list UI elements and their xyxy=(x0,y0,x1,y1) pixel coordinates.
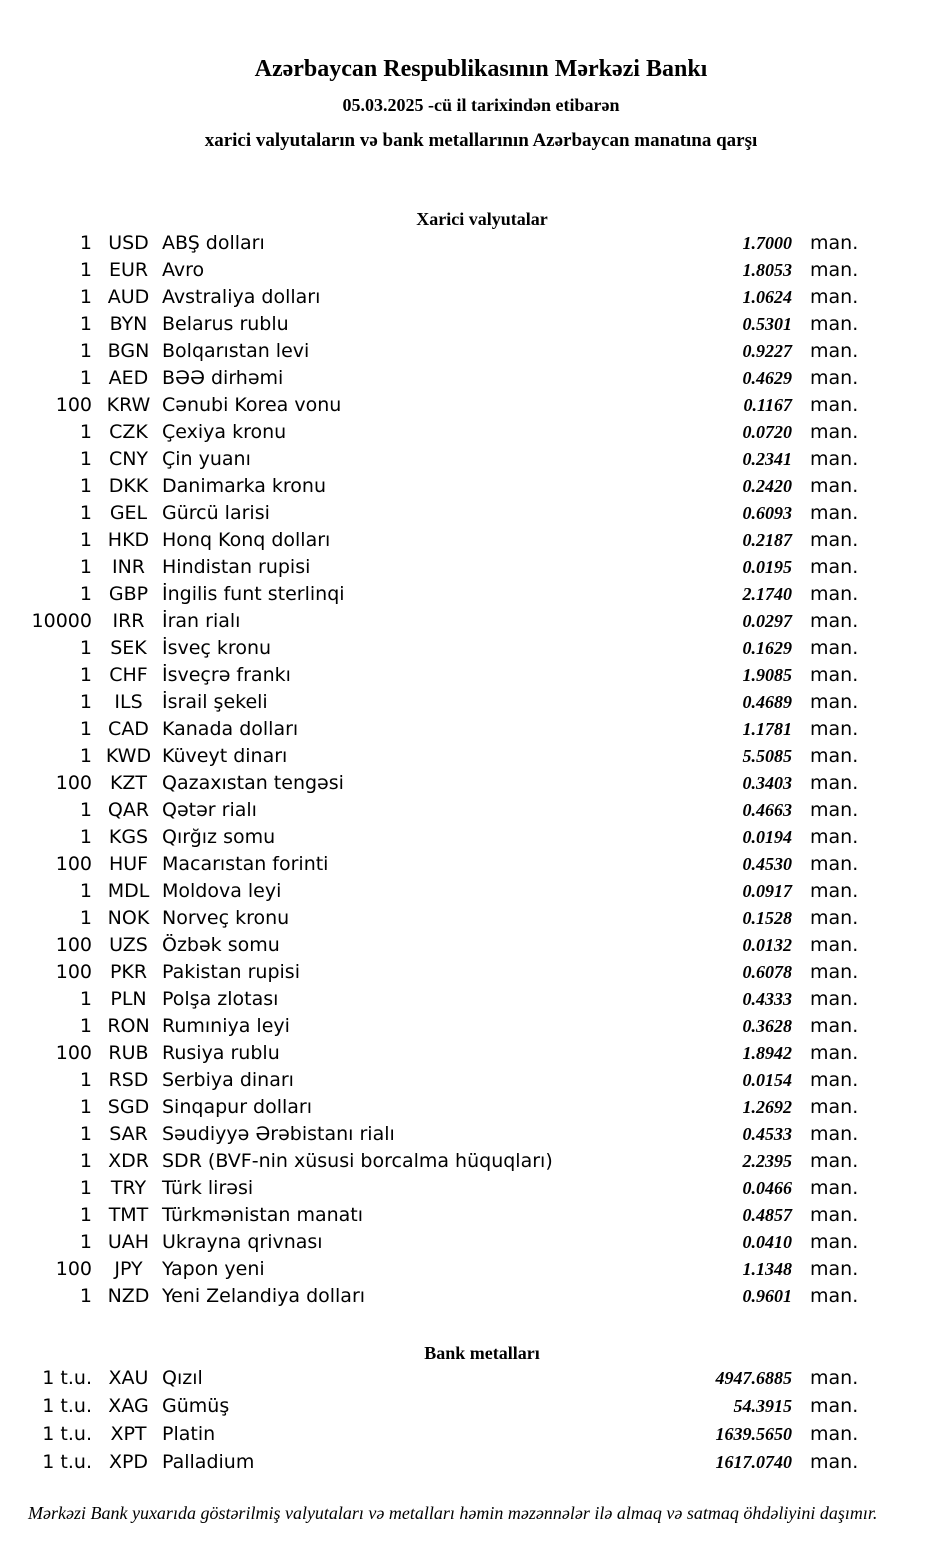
row-name: Kanada dolları xyxy=(162,718,299,740)
row-quantity: 1 xyxy=(79,286,92,308)
row-unit: man. xyxy=(810,826,859,848)
table-row xyxy=(0,1175,942,1202)
row-name: Türkmənistan manatı xyxy=(162,1204,364,1226)
row-rate: 0.4333 xyxy=(742,989,792,1009)
row-code: XAU xyxy=(108,1367,149,1389)
row-name: SDR (BVF-nin xüsusi borcalma hüquqları) xyxy=(162,1150,553,1172)
table-row xyxy=(0,1067,942,1094)
row-code: PLN xyxy=(110,988,147,1010)
row-rate: 0.4530 xyxy=(742,854,792,874)
row-name: Çin yuanı xyxy=(162,448,251,470)
row-quantity: 100 xyxy=(55,772,92,794)
row-unit: man. xyxy=(810,394,859,416)
table-row xyxy=(0,500,942,527)
row-unit: man. xyxy=(810,988,859,1010)
row-rate: 0.9227 xyxy=(742,341,792,361)
row-name: Ukrayna qrivnası xyxy=(162,1231,323,1253)
table-row xyxy=(0,689,942,716)
row-quantity: 100 xyxy=(55,961,92,983)
table-row xyxy=(0,311,942,338)
row-unit: man. xyxy=(810,1395,859,1417)
row-rate: 0.0466 xyxy=(742,1178,792,1198)
row-rate: 0.1528 xyxy=(742,908,792,928)
row-name: BƏƏ dirhəmi xyxy=(162,367,284,389)
row-rate: 0.0154 xyxy=(742,1070,792,1090)
row-quantity: 1 xyxy=(79,583,92,605)
row-rate: 0.3628 xyxy=(742,1016,792,1036)
row-rate: 1639.5650 xyxy=(715,1424,792,1444)
row-quantity: 1 xyxy=(79,1285,92,1307)
row-quantity: 1 xyxy=(79,691,92,713)
row-rate: 2.1740 xyxy=(742,584,792,604)
row-unit: man. xyxy=(810,1258,859,1280)
row-rate: 0.4689 xyxy=(742,692,792,712)
row-rate: 0.0195 xyxy=(742,557,792,577)
row-rate: 1.8053 xyxy=(742,260,792,280)
row-unit: man. xyxy=(810,259,859,281)
row-code: RUB xyxy=(108,1042,149,1064)
row-rate: 1.8942 xyxy=(742,1043,792,1063)
table-row xyxy=(0,662,942,689)
row-code: CHF xyxy=(109,664,148,686)
row-unit: man. xyxy=(810,529,859,551)
table-row xyxy=(0,1364,942,1392)
row-unit: man. xyxy=(810,1096,859,1118)
table-row xyxy=(0,851,942,878)
row-quantity: 1 xyxy=(79,502,92,524)
row-name: İsrail şekeli xyxy=(162,691,268,713)
table-row xyxy=(0,365,942,392)
row-code: PKR xyxy=(109,961,148,983)
table-row xyxy=(0,1229,942,1256)
row-quantity: 1 xyxy=(79,313,92,335)
table-row xyxy=(0,986,942,1013)
row-unit: man. xyxy=(810,367,859,389)
row-unit: man. xyxy=(810,637,859,659)
bank-name-title: Azərbaycan Respublikasının Mərkəzi Bankı xyxy=(254,56,708,82)
table-row xyxy=(0,284,942,311)
row-quantity: 1 xyxy=(79,232,92,254)
row-quantity: 1 t.u. xyxy=(42,1451,92,1473)
row-rate: 1.0624 xyxy=(742,287,792,307)
row-name: Küveyt dinarı xyxy=(162,745,288,767)
row-name: Yeni Zelandiya dolları xyxy=(162,1285,366,1307)
row-code: UAH xyxy=(107,1231,150,1253)
row-unit: man. xyxy=(810,1451,859,1473)
row-rate: 1.7000 xyxy=(742,233,792,253)
row-quantity: 1 xyxy=(79,421,92,443)
row-quantity: 1 xyxy=(79,1015,92,1037)
row-rate: 4947.6885 xyxy=(715,1368,792,1388)
row-unit: man. xyxy=(810,286,859,308)
row-code: KRW xyxy=(106,394,151,416)
row-unit: man. xyxy=(810,1204,859,1226)
effective-date-line: 05.03.2025 -cü il tarixindən etibarən xyxy=(342,95,620,115)
row-code: DKK xyxy=(108,475,149,497)
row-quantity: 1 xyxy=(79,637,92,659)
row-quantity: 1 t.u. xyxy=(42,1395,92,1417)
row-code: XPD xyxy=(108,1451,149,1473)
table-row xyxy=(0,878,942,905)
row-unit: man. xyxy=(810,448,859,470)
row-rate: 0.2341 xyxy=(742,449,792,469)
row-name: İsveçrə frankı xyxy=(162,664,291,686)
row-name: Palladium xyxy=(162,1451,255,1473)
row-unit: man. xyxy=(810,502,859,524)
row-code: QAR xyxy=(107,799,150,821)
row-unit: man. xyxy=(810,1123,859,1145)
row-unit: man. xyxy=(810,1069,859,1091)
row-rate: 0.4533 xyxy=(742,1124,792,1144)
row-unit: man. xyxy=(810,880,859,902)
row-name: Danimarka kronu xyxy=(162,475,327,497)
row-code: USD xyxy=(108,232,149,254)
row-quantity: 1 xyxy=(79,1096,92,1118)
row-unit: man. xyxy=(810,583,859,605)
row-name: Cənubi Korea vonu xyxy=(162,394,342,416)
row-code: UZS xyxy=(109,934,148,956)
row-name: Sinqapur dolları xyxy=(162,1096,313,1118)
table-row xyxy=(0,581,942,608)
table-row xyxy=(0,743,942,770)
row-quantity: 1 xyxy=(79,448,92,470)
row-quantity: 100 xyxy=(55,853,92,875)
row-quantity: 1 xyxy=(79,367,92,389)
row-quantity: 1 xyxy=(79,880,92,902)
row-unit: man. xyxy=(810,556,859,578)
row-rate: 5.5085 xyxy=(742,746,792,766)
row-quantity: 1 xyxy=(79,745,92,767)
row-unit: man. xyxy=(810,1367,859,1389)
row-rate: 0.0410 xyxy=(742,1232,792,1252)
row-quantity: 1 xyxy=(79,475,92,497)
row-code: RSD xyxy=(108,1069,149,1091)
row-name: Avro xyxy=(162,259,205,281)
row-quantity: 1 xyxy=(79,907,92,929)
table-row xyxy=(0,419,942,446)
row-unit: man. xyxy=(810,313,859,335)
row-quantity: 1 xyxy=(79,826,92,848)
row-rate: 0.4663 xyxy=(742,800,792,820)
row-unit: man. xyxy=(810,340,859,362)
row-quantity: 1 t.u. xyxy=(42,1423,92,1445)
row-name: Qırğız somu xyxy=(162,826,276,848)
row-unit: man. xyxy=(810,1231,859,1253)
table-row xyxy=(0,257,942,284)
row-name: Serbiya dinarı xyxy=(162,1069,294,1091)
foreign-currencies-heading: Xarici valyutalar xyxy=(416,209,548,229)
row-code: HUF xyxy=(108,853,149,875)
row-quantity: 100 xyxy=(55,934,92,956)
row-quantity: 1 xyxy=(79,718,92,740)
row-rate: 0.1629 xyxy=(742,638,792,658)
table-row xyxy=(0,338,942,365)
table-row xyxy=(0,608,942,635)
row-unit: man. xyxy=(810,772,859,794)
row-name: Rusiya rublu xyxy=(162,1042,280,1064)
row-unit: man. xyxy=(810,1015,859,1037)
row-unit: man. xyxy=(810,475,859,497)
row-quantity: 100 xyxy=(55,1258,92,1280)
row-quantity: 1 xyxy=(79,1069,92,1091)
row-name: Qızıl xyxy=(162,1367,203,1389)
row-quantity: 1 xyxy=(79,1177,92,1199)
row-rate: 0.4629 xyxy=(742,368,792,388)
row-code: NZD xyxy=(107,1285,150,1307)
row-rate: 54.3915 xyxy=(733,1396,792,1416)
row-code: ILS xyxy=(114,691,143,713)
table-row xyxy=(0,1040,942,1067)
row-code: CAD xyxy=(108,718,149,740)
row-name: Qazaxıstan tengəsi xyxy=(162,772,344,794)
row-rate: 0.4857 xyxy=(742,1205,792,1225)
row-rate: 0.2187 xyxy=(742,530,792,550)
row-code: BYN xyxy=(109,313,148,335)
row-rate: 0.0917 xyxy=(742,881,792,901)
table-row xyxy=(0,959,942,986)
row-rate: 0.9601 xyxy=(742,1286,792,1306)
table-row xyxy=(0,1283,942,1310)
row-rate: 0.0720 xyxy=(742,422,792,442)
row-name: Gürcü larisi xyxy=(162,502,270,524)
row-code: EUR xyxy=(108,259,149,281)
row-name: Platin xyxy=(162,1423,216,1445)
table-row xyxy=(0,635,942,662)
row-quantity: 1 xyxy=(79,1204,92,1226)
row-rate: 0.0297 xyxy=(742,611,792,631)
row-quantity: 100 xyxy=(55,394,92,416)
row-code: XAG xyxy=(108,1395,149,1417)
document-subtitle: xarici valyutaların və bank metallarının Azərbaycan manatına qarşı xyxy=(204,130,758,151)
table-row xyxy=(0,797,942,824)
row-code: MDL xyxy=(107,880,150,902)
row-name: Norveç kronu xyxy=(162,907,290,929)
row-unit: man. xyxy=(810,934,859,956)
row-code: TRY xyxy=(110,1177,147,1199)
row-quantity: 1 xyxy=(79,556,92,578)
row-rate: 0.5301 xyxy=(742,314,792,334)
row-rate: 1617.0740 xyxy=(715,1452,792,1472)
row-code: RON xyxy=(107,1015,150,1037)
table-row xyxy=(0,1013,942,1040)
row-name: Özbək somu xyxy=(162,934,280,956)
row-rate: 0.0194 xyxy=(742,827,792,847)
table-row xyxy=(0,932,942,959)
row-rate: 0.6078 xyxy=(742,962,792,982)
row-name: Belarus rublu xyxy=(162,313,289,335)
bank-metals-heading: Bank metalları xyxy=(424,1343,540,1363)
row-unit: man. xyxy=(810,1423,859,1445)
row-name: Macarıstan forinti xyxy=(162,853,329,875)
row-code: XPT xyxy=(110,1423,147,1445)
row-rate: 0.0132 xyxy=(742,935,792,955)
table-row xyxy=(0,1202,942,1229)
row-name: Moldova leyi xyxy=(162,880,282,902)
row-code: KWD xyxy=(105,745,152,767)
row-quantity: 100 xyxy=(55,1042,92,1064)
row-quantity: 1 xyxy=(79,988,92,1010)
row-unit: man. xyxy=(810,853,859,875)
row-rate: 1.2692 xyxy=(742,1097,792,1117)
row-quantity: 1 xyxy=(79,340,92,362)
row-code: JPY xyxy=(114,1258,143,1280)
row-name: Rumıniya leyi xyxy=(162,1015,290,1037)
row-unit: man. xyxy=(810,1042,859,1064)
row-unit: man. xyxy=(810,745,859,767)
row-code: SGD xyxy=(107,1096,150,1118)
row-code: TMT xyxy=(108,1204,149,1226)
row-code: HKD xyxy=(107,529,150,551)
row-quantity: 1 xyxy=(79,1150,92,1172)
table-row xyxy=(0,824,942,851)
row-code: SAR xyxy=(109,1123,148,1145)
row-code: AED xyxy=(108,367,149,389)
row-unit: man. xyxy=(810,961,859,983)
row-unit: man. xyxy=(810,718,859,740)
row-code: IRR xyxy=(112,610,145,632)
row-unit: man. xyxy=(810,232,859,254)
table-row xyxy=(0,1448,942,1476)
row-rate: 2.2395 xyxy=(742,1151,792,1171)
row-unit: man. xyxy=(810,610,859,632)
table-row xyxy=(0,1420,942,1448)
table-row xyxy=(0,554,942,581)
row-name: İsveç kronu xyxy=(162,637,272,659)
row-quantity: 1 xyxy=(79,529,92,551)
row-quantity: 1 xyxy=(79,664,92,686)
metal-rate-table xyxy=(0,1364,942,1476)
row-code: CZK xyxy=(109,421,148,443)
disclaimer-text: Mərkəzi Bank yuxarıda göstərilmiş valyutaları və metalları həmin məzənnələr ilə almaq və satmaq öhdəliyini daşımır. xyxy=(28,1503,878,1523)
row-code: GEL xyxy=(109,502,148,524)
row-name: Hindistan rupisi xyxy=(162,556,311,578)
table-row xyxy=(0,1121,942,1148)
row-quantity: 1 xyxy=(79,1231,92,1253)
row-name: Gümüş xyxy=(162,1395,230,1417)
row-unit: man. xyxy=(810,1150,859,1172)
row-name: İngilis funt sterlinqi xyxy=(162,583,345,605)
table-row xyxy=(0,230,942,257)
row-code: KZT xyxy=(109,772,148,794)
row-rate: 0.2420 xyxy=(742,476,792,496)
row-name: Honq Konq dolları xyxy=(162,529,331,551)
row-rate: 1.1348 xyxy=(742,1259,792,1279)
row-unit: man. xyxy=(810,799,859,821)
row-rate: 1.1781 xyxy=(742,719,792,739)
row-unit: man. xyxy=(810,1177,859,1199)
table-row xyxy=(0,905,942,932)
row-name: Bolqarıstan levi xyxy=(162,340,310,362)
row-code: SEK xyxy=(110,637,147,659)
row-code: CNY xyxy=(108,448,149,470)
document-header xyxy=(0,0,942,153)
row-name: Qətər rialı xyxy=(162,799,257,821)
row-name: ABŞ dolları xyxy=(162,232,265,254)
row-quantity: 1 xyxy=(79,799,92,821)
row-code: GBP xyxy=(108,583,149,605)
table-row xyxy=(0,770,942,797)
row-unit: man. xyxy=(810,691,859,713)
table-row xyxy=(0,1256,942,1283)
table-row xyxy=(0,1392,942,1420)
row-unit: man. xyxy=(810,664,859,686)
row-code: AUD xyxy=(107,286,150,308)
row-unit: man. xyxy=(810,421,859,443)
row-rate: 0.3403 xyxy=(742,773,792,793)
row-unit: man. xyxy=(810,907,859,929)
table-row xyxy=(0,1094,942,1121)
row-rate: 0.1167 xyxy=(743,395,792,415)
row-name: Polşa zlotası xyxy=(162,988,279,1010)
row-code: NOK xyxy=(107,907,150,929)
row-name: Çexiya kronu xyxy=(162,421,287,443)
row-name: Avstraliya dolları xyxy=(162,286,321,308)
row-code: KGS xyxy=(108,826,149,848)
row-quantity: 1 xyxy=(79,1123,92,1145)
table-row xyxy=(0,527,942,554)
row-quantity: 10000 xyxy=(31,610,92,632)
table-row xyxy=(0,473,942,500)
row-quantity: 1 t.u. xyxy=(42,1367,92,1389)
row-code: BGN xyxy=(107,340,150,362)
row-name: Səudiyyə Ərəbistanı rialı xyxy=(162,1123,395,1145)
row-name: Pakistan rupisi xyxy=(162,961,300,983)
row-unit: man. xyxy=(810,1285,859,1307)
row-code: INR xyxy=(111,556,146,578)
table-row xyxy=(0,1148,942,1175)
row-name: Yapon yeni xyxy=(162,1258,265,1280)
row-name: Türk lirəsi xyxy=(162,1177,254,1199)
table-row xyxy=(0,392,942,419)
table-row xyxy=(0,716,942,743)
row-quantity: 1 xyxy=(79,259,92,281)
row-code: XDR xyxy=(108,1150,149,1172)
row-rate: 1.9085 xyxy=(742,665,792,685)
row-rate: 0.6093 xyxy=(742,503,792,523)
table-row xyxy=(0,446,942,473)
currency-rate-table xyxy=(0,230,942,1310)
row-name: İran rialı xyxy=(162,610,241,632)
